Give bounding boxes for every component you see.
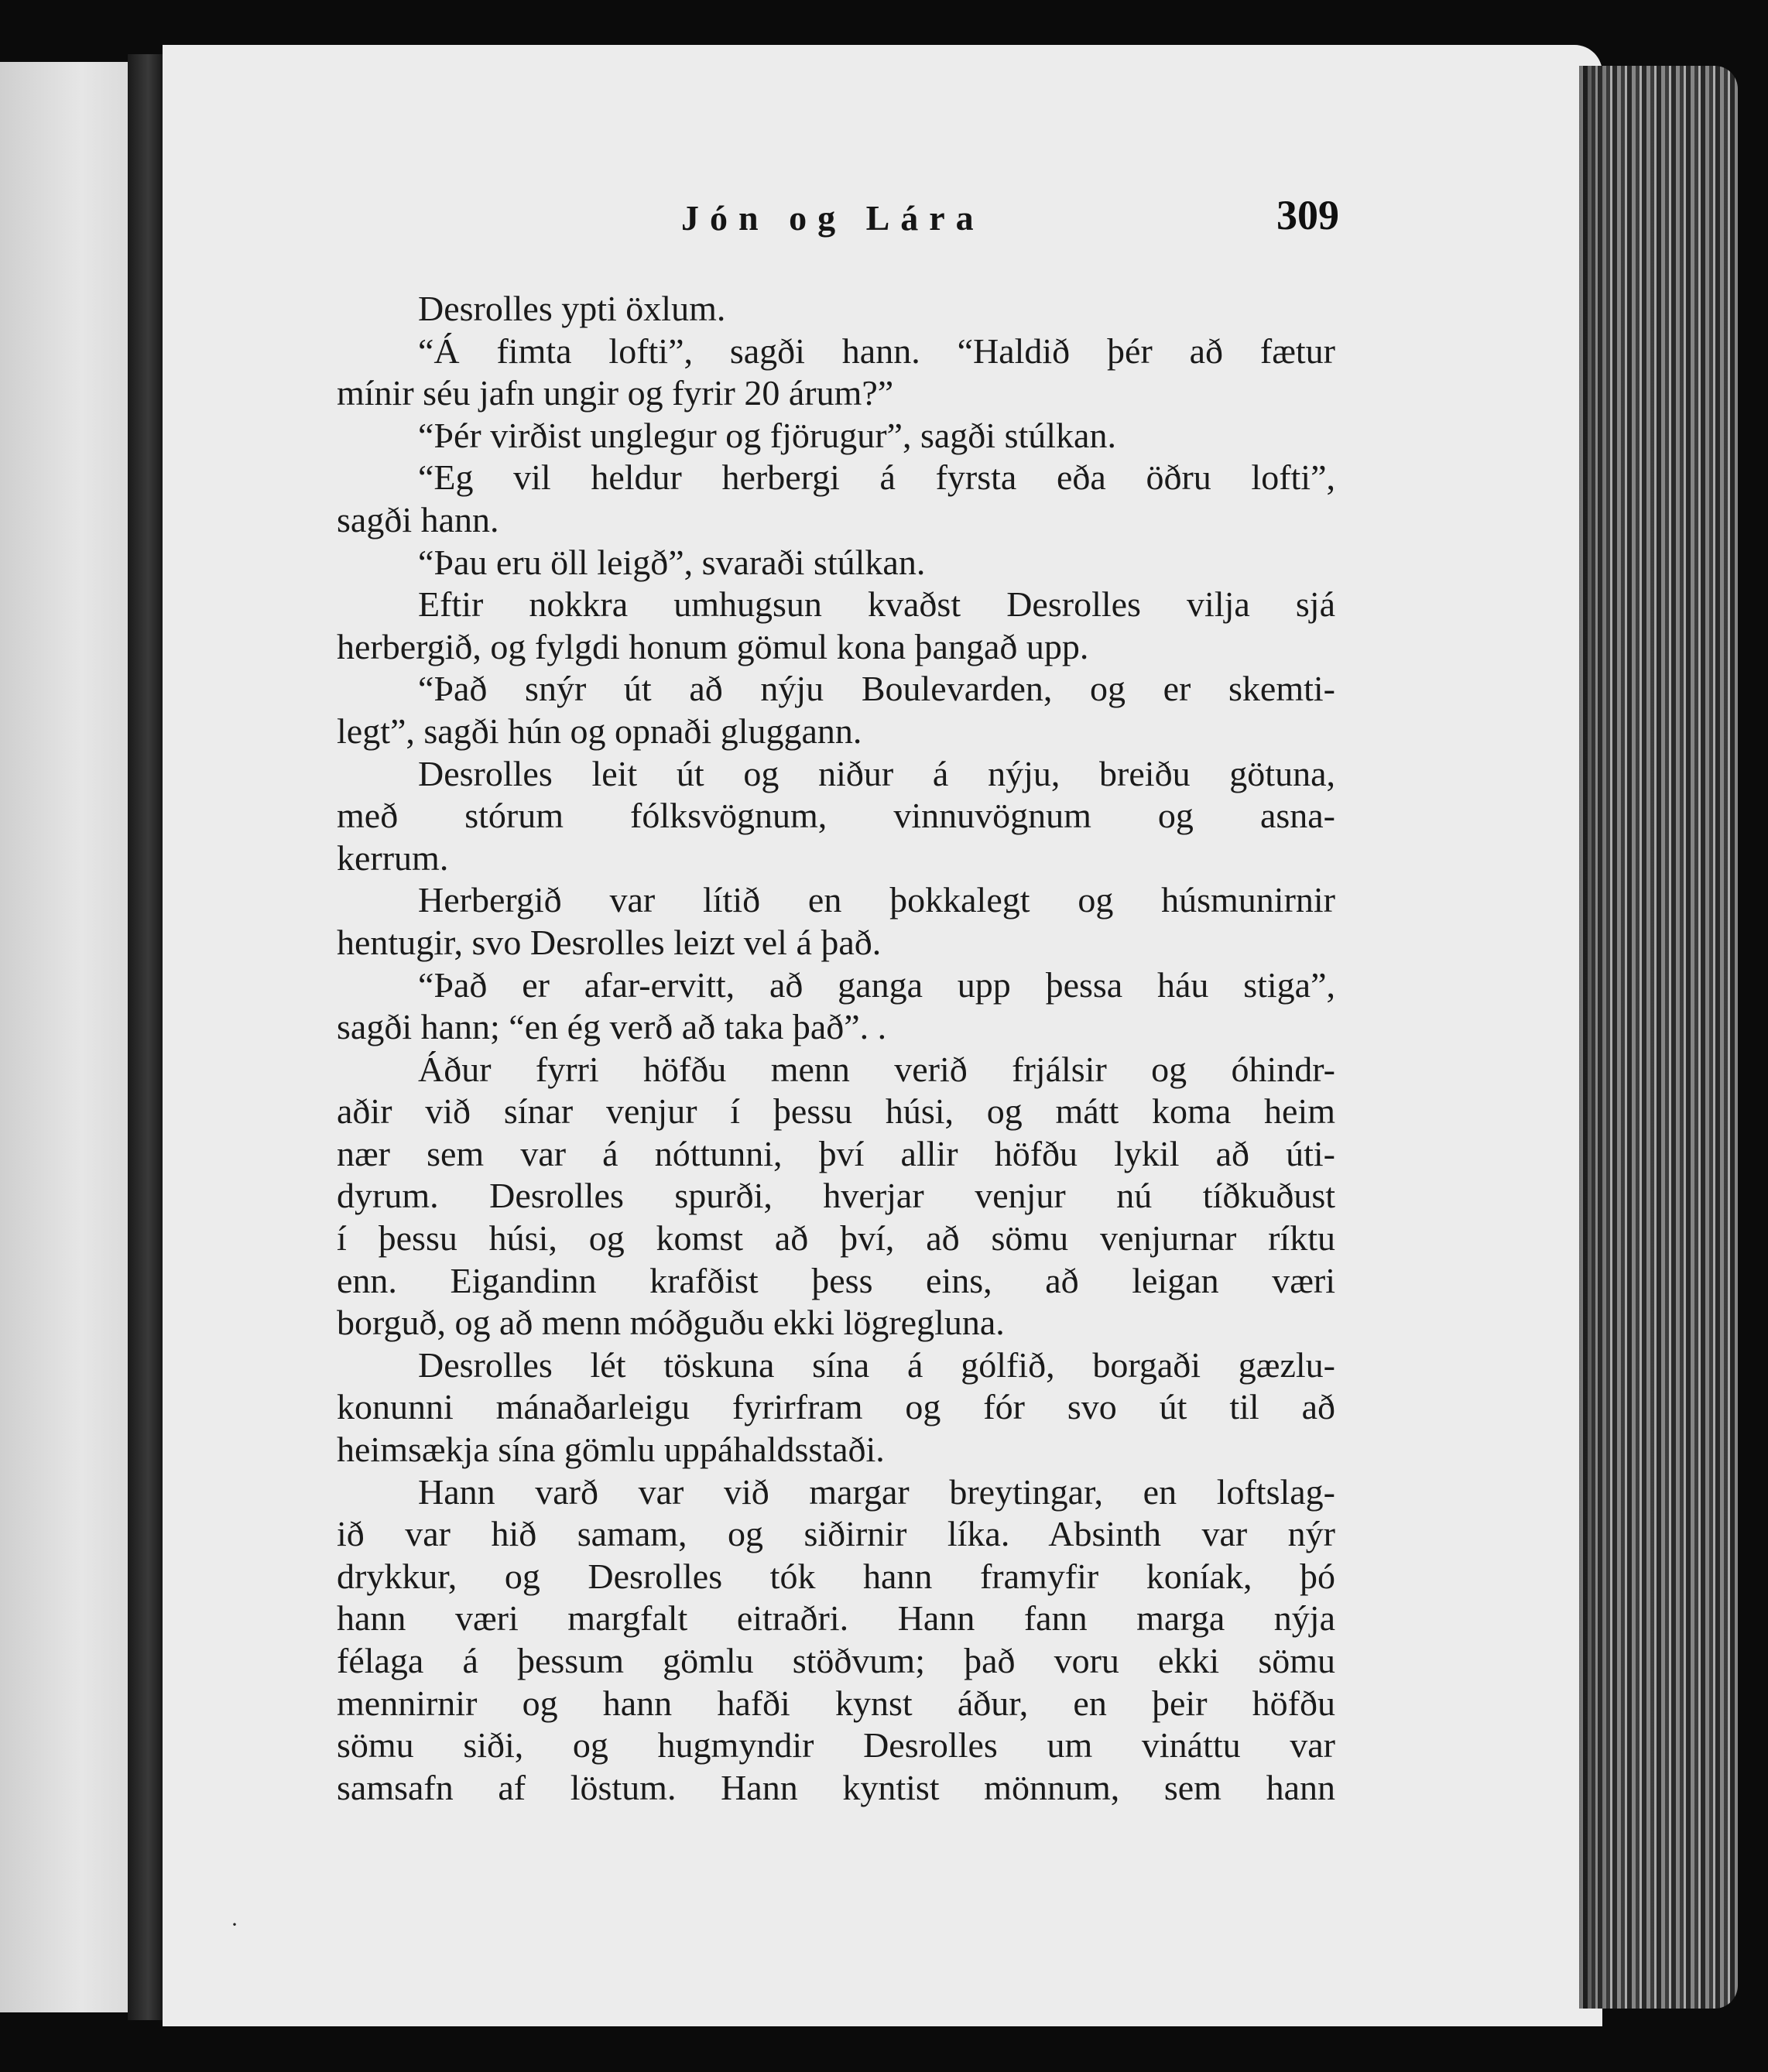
text-line: með stórum fólksvögnum, vinnuvögnum og asna- [337, 796, 1335, 836]
text-line: mennirnir og hann hafði kynst áður, en þeir höfðu [337, 1683, 1335, 1723]
page-header [333, 192, 1339, 252]
body-text [337, 288, 1335, 1809]
text-line: hann væri margfalt eitraðri. Hann fann marga nýja [337, 1598, 1335, 1639]
text-line: dyrum. Desrolles spurði, hverjar venjur nú tíðkuðust [337, 1176, 1335, 1216]
text-line: Desrolles leit út og niður á nýju, breiðu götuna, [418, 753, 1335, 793]
book-gutter [128, 54, 165, 2020]
text-line: “Eg vil heldur herbergi á fyrsta eða öðru lofti”, [418, 457, 1335, 498]
running-title: Jón og Lára [681, 198, 985, 238]
page-number: 309 [1276, 192, 1339, 238]
text-line: drykkur, og Desrolles tók hann framyfir koníak, þó [337, 1556, 1335, 1596]
print-speck: · [231, 1912, 238, 1937]
text-line: borguð, og að menn móðguðu ekki lögregluna. [337, 1303, 1005, 1343]
text-line: “Það snýr út að nýju Boulevarden, og er skemti- [418, 669, 1335, 709]
text-line: mínir séu jafn ungir og fyrir 20 árum?” [337, 373, 894, 413]
text-line: heimsækja sína gömlu uppáhaldsstaði. [337, 1430, 885, 1470]
text-line: Hann varð var við margar breytingar, en loftslag- [418, 1471, 1335, 1512]
text-line: “Þér virðist unglegur og fjörugur”, sagði stúlkan. [418, 415, 1116, 455]
text-line: ið var hið samam, og siðirnir líka. Absinth var nýr [337, 1514, 1335, 1554]
facing-page-edge [0, 62, 135, 2012]
text-line: í þessu húsi, og komst að því, að sömu venjurnar ríktu [337, 1218, 1335, 1259]
text-line: kerrum. [337, 837, 449, 878]
text-line: samsafn af löstum. Hann kyntist mönnum, sem hann [337, 1767, 1335, 1807]
text-line: herbergið, og fylgdi honum gömul kona þangað upp. [337, 626, 1089, 666]
text-line: Eftir nokkra umhugsun kvaðst Desrolles vilja sjá [418, 584, 1335, 625]
text-line: “Á fimta lofti”, sagði hann. “Haldið þér að fætur [418, 330, 1335, 371]
text-line: Herbergið var lítið en þokkalegt og húsmunirnir [418, 880, 1335, 920]
page-edge-shadow [1579, 66, 1610, 2009]
text-line: “Þau eru öll leigð”, svaraði stúlkan. [418, 542, 926, 582]
text-line: Desrolles lét töskuna sína á gólfið, borgaði gæzlu- [418, 1344, 1335, 1385]
text-line: félaga á þessum gömlu stöðvum; það voru ekki sömu [337, 1641, 1335, 1680]
text-line: enn. Eigandinn krafðist þess eins, að leigan væri [337, 1260, 1335, 1300]
text-line: hentugir, svo Desrolles leizt vel á það. [337, 922, 882, 962]
text-line: sagði hann. [337, 499, 499, 539]
text-line: legt”, sagði hún og opnaði gluggann. [337, 711, 862, 751]
text-line: Áður fyrri höfðu menn verið frjálsir og óhindr- [418, 1049, 1335, 1089]
text-line: nær sem var á nóttunni, því allir höfðu lykil að úti- [337, 1133, 1335, 1173]
text-line: aðir við sínar venjur í þessu húsi, og mátt koma heim [337, 1091, 1335, 1132]
text-line: konunni mánaðarleigu fyrirfram og fór svo út til að [337, 1387, 1335, 1427]
text-line: “Það er afar-ervitt, að ganga upp þessa háu stiga”, [418, 964, 1335, 1005]
text-line: Desrolles ypti öxlum. [418, 289, 726, 328]
text-line: sagði hann; “en ég verð að taka það”. . [337, 1007, 887, 1047]
text-line: sömu siði, og hugmyndir Desrolles um vináttu var [337, 1725, 1335, 1765]
